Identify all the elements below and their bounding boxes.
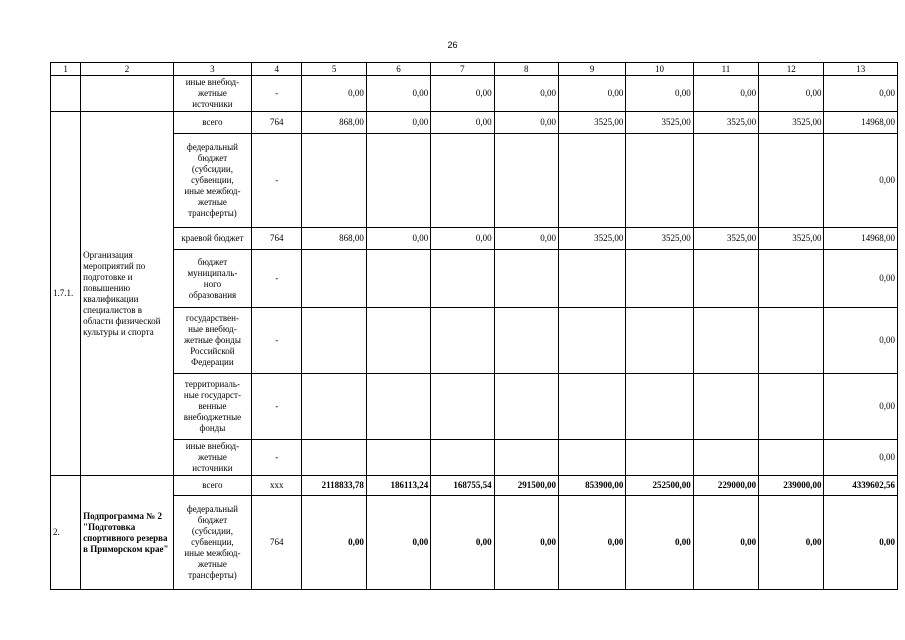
value-cell: 0,00 <box>626 76 693 112</box>
value-cell: 0,00 <box>494 496 558 590</box>
header-cell: 8 <box>494 63 558 76</box>
value-cell: 3525,00 <box>759 228 824 250</box>
code-cell: - <box>252 308 302 374</box>
value-cell: 168755,54 <box>431 476 494 496</box>
code-cell: - <box>252 374 302 440</box>
table-row <box>51 76 898 112</box>
value-cell <box>366 250 430 308</box>
value-cell <box>302 308 366 374</box>
value-cell <box>558 440 625 476</box>
value-cell <box>431 374 494 440</box>
value-cell: 0,00 <box>824 374 898 440</box>
value-cell: 3525,00 <box>626 228 693 250</box>
source-cell: бюджет муниципаль- ного образования <box>173 250 251 308</box>
value-cell <box>366 374 430 440</box>
value-cell <box>693 374 758 440</box>
value-cell: 0,00 <box>366 228 430 250</box>
value-cell: 0,00 <box>431 496 494 590</box>
header-cell: 7 <box>431 63 494 76</box>
header-cell: 4 <box>252 63 302 76</box>
value-cell <box>759 308 824 374</box>
item-number: 2. <box>51 476 81 590</box>
table-row <box>51 496 898 590</box>
source-cell: иные внебюд- жетные источники <box>173 76 251 112</box>
value-cell: 0,00 <box>302 76 366 112</box>
header-cell: 2 <box>81 63 174 76</box>
code-cell: 764 <box>252 112 302 134</box>
value-cell: 3525,00 <box>693 112 758 134</box>
code-cell: 764 <box>252 496 302 590</box>
table-row <box>51 134 898 228</box>
value-cell <box>626 250 693 308</box>
name-cell <box>81 76 174 112</box>
value-cell: 0,00 <box>626 496 693 590</box>
table-row <box>51 228 898 250</box>
header-cell: 1 <box>51 63 81 76</box>
value-cell: 0,00 <box>494 112 558 134</box>
value-cell: 0,00 <box>824 496 898 590</box>
value-cell: 853900,00 <box>558 476 625 496</box>
code-cell: - <box>252 134 302 228</box>
value-cell: 0,00 <box>302 496 366 590</box>
value-cell: 14968,00 <box>824 228 898 250</box>
table-row <box>51 476 898 496</box>
value-cell: 3525,00 <box>693 228 758 250</box>
item-number: 1.7.1. <box>51 112 81 476</box>
value-cell <box>302 134 366 228</box>
value-cell <box>693 134 758 228</box>
header-cell: 9 <box>558 63 625 76</box>
value-cell: 0,00 <box>693 496 758 590</box>
value-cell <box>558 374 625 440</box>
value-cell <box>759 374 824 440</box>
value-cell: 0,00 <box>824 440 898 476</box>
source-cell: краевой бюджет <box>173 228 251 250</box>
value-cell: 3525,00 <box>558 112 625 134</box>
source-cell: иные внебюд- жетные источники <box>173 440 251 476</box>
value-cell <box>431 440 494 476</box>
value-cell: 0,00 <box>366 76 430 112</box>
source-cell: территориаль- ные государст- венные внебюджетные фонды <box>173 374 251 440</box>
header-cell: 11 <box>693 63 758 76</box>
table-row <box>51 308 898 374</box>
item-name: Подпрограмма № 2 "Подготовка спортивного резерва в Приморском крае" <box>81 476 174 590</box>
value-cell <box>693 440 758 476</box>
code-cell: - <box>252 440 302 476</box>
value-cell: 0,00 <box>558 496 625 590</box>
value-cell: 0,00 <box>431 76 494 112</box>
value-cell: 0,00 <box>431 228 494 250</box>
value-cell: 0,00 <box>693 76 758 112</box>
value-cell <box>759 440 824 476</box>
header-cell: 13 <box>824 63 898 76</box>
value-cell <box>626 308 693 374</box>
code-cell: ххх <box>252 476 302 496</box>
value-cell: 0,00 <box>824 134 898 228</box>
value-cell <box>558 134 625 228</box>
value-cell: 0,00 <box>824 308 898 374</box>
header-cell: 12 <box>759 63 824 76</box>
value-cell: 0,00 <box>824 250 898 308</box>
value-cell <box>558 308 625 374</box>
value-cell <box>366 134 430 228</box>
budget-table <box>50 62 898 590</box>
value-cell: 291500,00 <box>494 476 558 496</box>
column-number-row <box>51 63 898 76</box>
value-cell: 0,00 <box>366 496 430 590</box>
value-cell <box>494 134 558 228</box>
item-name: Организация мероприятий по подготовке и повышению квалификации специалистов в области физической культуры и спорта <box>81 112 174 476</box>
header-cell: 3 <box>173 63 251 76</box>
value-cell <box>494 250 558 308</box>
value-cell <box>759 250 824 308</box>
value-cell: 0,00 <box>494 76 558 112</box>
value-cell: 4339602,56 <box>824 476 898 496</box>
value-cell: 3525,00 <box>626 112 693 134</box>
table-row <box>51 112 898 134</box>
code-cell: 764 <box>252 228 302 250</box>
header-cell: 10 <box>626 63 693 76</box>
source-cell: федеральный бюджет (субсидии, субвенции, иные межбюд- жетные трансферты) <box>173 496 251 590</box>
value-cell: 0,00 <box>558 76 625 112</box>
value-cell: 0,00 <box>431 112 494 134</box>
value-cell <box>494 440 558 476</box>
value-cell <box>366 308 430 374</box>
value-cell <box>431 308 494 374</box>
value-cell: 0,00 <box>759 76 824 112</box>
value-cell: 3525,00 <box>759 112 824 134</box>
table-row <box>51 440 898 476</box>
table-row <box>51 250 898 308</box>
code-cell: - <box>252 250 302 308</box>
num-cell <box>51 76 81 112</box>
source-cell: всего <box>173 112 251 134</box>
header-cell: 5 <box>302 63 366 76</box>
value-cell <box>626 440 693 476</box>
value-cell <box>302 440 366 476</box>
value-cell: 0,00 <box>366 112 430 134</box>
value-cell <box>759 134 824 228</box>
value-cell <box>626 374 693 440</box>
value-cell: 0,00 <box>824 76 898 112</box>
value-cell <box>366 440 430 476</box>
table-row <box>51 374 898 440</box>
value-cell: 3525,00 <box>558 228 625 250</box>
value-cell <box>494 374 558 440</box>
value-cell: 0,00 <box>759 496 824 590</box>
value-cell: 239000,00 <box>759 476 824 496</box>
value-cell: 868,00 <box>302 112 366 134</box>
code-cell: - <box>252 76 302 112</box>
value-cell: 14968,00 <box>824 112 898 134</box>
value-cell: 0,00 <box>494 228 558 250</box>
value-cell <box>302 374 366 440</box>
source-cell: федеральный бюджет (субсидии, субвенции, иные межбюд- жетные трансферты) <box>173 134 251 228</box>
value-cell <box>693 250 758 308</box>
value-cell <box>558 250 625 308</box>
value-cell <box>431 134 494 228</box>
value-cell <box>626 134 693 228</box>
source-cell: всего <box>173 476 251 496</box>
value-cell <box>431 250 494 308</box>
header-cell: 6 <box>366 63 430 76</box>
value-cell <box>302 250 366 308</box>
value-cell: 2118833,78 <box>302 476 366 496</box>
value-cell <box>494 308 558 374</box>
value-cell: 252500,00 <box>626 476 693 496</box>
value-cell: 868,00 <box>302 228 366 250</box>
value-cell: 229000,00 <box>693 476 758 496</box>
source-cell: государствен- ные внебюд- жетные фонды Российской Федерации <box>173 308 251 374</box>
page-number: 26 <box>447 40 458 50</box>
value-cell: 186113,24 <box>366 476 430 496</box>
value-cell <box>693 308 758 374</box>
